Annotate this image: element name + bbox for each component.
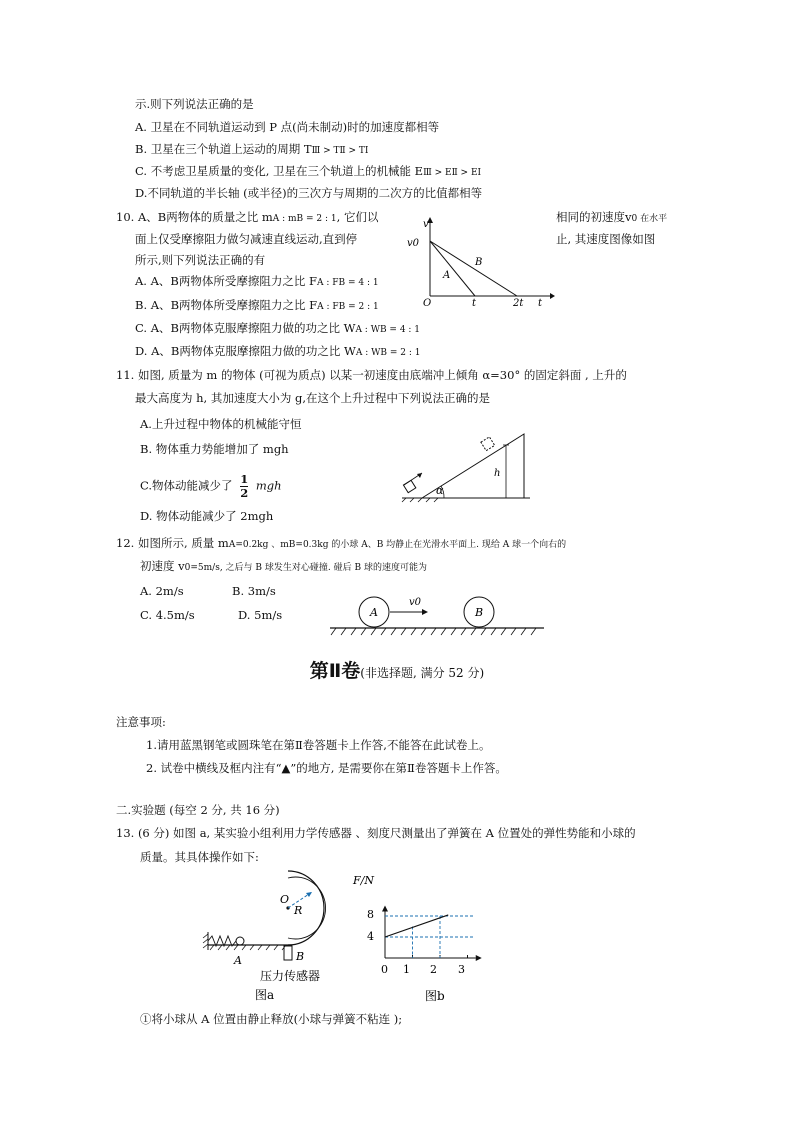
t1-label: t [472, 298, 477, 309]
q9-tail: 示.则下列说法正确的是 [135, 97, 254, 111]
q13-stem-line1: 13. (6 分) 如图 a, 某实验小组利用力学传感器 、刻度尺测量出了弹簧在 A 位置处的弹性势能和小球的 [116, 826, 636, 840]
q12-stem-line2: 初速度 v0=5m/s, 之后与 B 球发生对心碰撞. 碰后 B 球的速度可能为 [140, 559, 427, 573]
part2-heading: 二.实验题 (每空 2 分, 共 16 分) [116, 803, 280, 817]
origin-label: O [423, 298, 432, 309]
q12-stem-line1: 12. 如图所示, 质量 mA=0.2kg 、mB=0.3kg 的小球 A、B 均静止在光滑水平面上. 现给 A 球一个向右的 [116, 536, 567, 550]
q11-option-a: A.上升过程中物体的机械能守恒 [140, 417, 302, 431]
notes-item-2: 2. 试卷中横线及框内注有“▲”的地方, 是需要你在第Ⅱ卷答题卡上作答。 [146, 761, 507, 775]
v-axis-label: v [423, 219, 429, 230]
q9-option-d: D.不同轨道的半长轴 (或半径)的三次方与周期的二次方的比值都相等 [135, 186, 483, 200]
q9-option-a: A. 卫星在不同轨道运动到 P 点(尚未制动)时的加速度都相等 [135, 120, 440, 134]
h-label: h [494, 468, 501, 479]
q12-option-c: C. 4.5m/s [140, 608, 195, 622]
q11-option-c: C.物体动能减少了 $\frac{1}{2}$ mgh [140, 472, 282, 500]
q10-option-b: B. A、B两物体所受摩擦阻力之比 FA : FB = 2 : 1 [135, 298, 379, 312]
y-axis-label: F/N [353, 874, 374, 887]
point-b-label: B [296, 950, 305, 963]
alpha-label: α [436, 484, 444, 497]
radius-r-label: R [294, 904, 303, 917]
q10-option-d: D. A、B两物体克服摩擦阻力做的功之比 WA : WB = 2 : 1 [135, 344, 421, 358]
force-line [385, 915, 448, 937]
label-b: B [475, 257, 483, 268]
v0-label: v0 [407, 238, 420, 249]
q10-stem-line1: 10. A、B两物体的质量之比 mA : mB = 2 : 1, 它们以 [116, 210, 379, 224]
x-tick-3: 3 [458, 963, 465, 976]
figure-a-caption: 图a [255, 988, 275, 1002]
line-a [430, 241, 475, 296]
q10-stem-line2-right: 止, 其速度图像如图 [556, 232, 656, 246]
x-tick-1: 1 [403, 963, 410, 976]
figure-b-caption: 图b [425, 989, 445, 1003]
q9-option-b: B. 卫星在三个轨道上运动的周期 TⅢ > TⅡ > TⅠ [135, 142, 369, 156]
q13-figure-a [200, 866, 350, 1006]
center-o-label: O [280, 893, 290, 906]
q10-option-a: A. A、B两物体所受摩擦阻力之比 FA : FB = 4 : 1 [135, 274, 379, 288]
ball-a-label: A [370, 606, 378, 619]
q9-option-c: C. 不考虑卫星质量的变化, 卫星在三个轨道上的机械能 EⅢ > EⅡ > EⅠ [135, 164, 482, 178]
notes-heading: 注意事项: [116, 715, 166, 729]
q11-option-d: D. 物体动能减少了 2mgh [140, 509, 274, 523]
q10-stem-line2: 面上仅受摩擦阻力做匀减速直线运动,直到停 [135, 232, 358, 246]
q10-stem-line1-right: 相同的初速度v0 在水平 [556, 210, 668, 224]
q11-stem-line2: 最大高度为 h, 其加速度大小为 g,在这个上升过程中下列说法正确的是 [135, 391, 491, 405]
q13-step-1: ①将小球从 A 位置由静止释放(小球与弹簧不粘连 ); [140, 1012, 403, 1026]
q11-option-b: B. 物体重力势能增加了 mgh [140, 442, 289, 456]
q10-stem-line3: 所示,则下列说法正确的有 [135, 253, 266, 267]
v0-arrow-label: v0 [409, 597, 422, 608]
q11-stem-line1: 11. 如图, 质量为 m 的物体 (可视为质点) 以某一初速度由底端冲上倾角 α=30° 的固定斜面 , 上升的 [116, 368, 627, 382]
x-tick-0: 0 [381, 963, 388, 976]
t2-label: 2t [513, 298, 524, 309]
label-a: A [443, 270, 451, 281]
q12-option-d: D. 5m/s [238, 608, 283, 622]
q13-stem-line2: 质量。其具体操作如下: [140, 850, 259, 864]
notes-item-1: 1.请用蓝黑钢笔或圆珠笔在第Ⅱ卷答题卡上作答,不能答在此试卷上。 [146, 738, 491, 752]
pressure-sensor-label: 压力传感器 [260, 969, 321, 983]
point-a-label: A [234, 954, 242, 967]
x-axis-arrow [476, 955, 482, 961]
q10-vt-graph [407, 214, 555, 309]
q12-option-b: B. 3m/s [232, 584, 276, 598]
t-axis-label: t [538, 298, 543, 309]
q12-collision-figure [330, 590, 546, 640]
q13-figure-b-chart [345, 870, 490, 1006]
ball-b-label: B [475, 606, 484, 619]
y-tick-4: 4 [367, 930, 374, 943]
fraction-half: $\frac{1}{2}$ [240, 472, 249, 500]
q12-option-a: A. 2m/s [140, 584, 184, 598]
y-tick-8: 8 [367, 908, 374, 921]
y-axis-arrow [382, 906, 388, 912]
line-b [430, 241, 517, 296]
q11-incline-figure [398, 428, 534, 502]
section-title: 第Ⅱ卷(非选择题, 满分 52 分) [309, 660, 485, 682]
q10-option-c: C. A、B两物体克服摩擦阻力做的功之比 WA : WB = 4 : 1 [135, 321, 421, 335]
x-tick-2: 2 [430, 963, 437, 976]
